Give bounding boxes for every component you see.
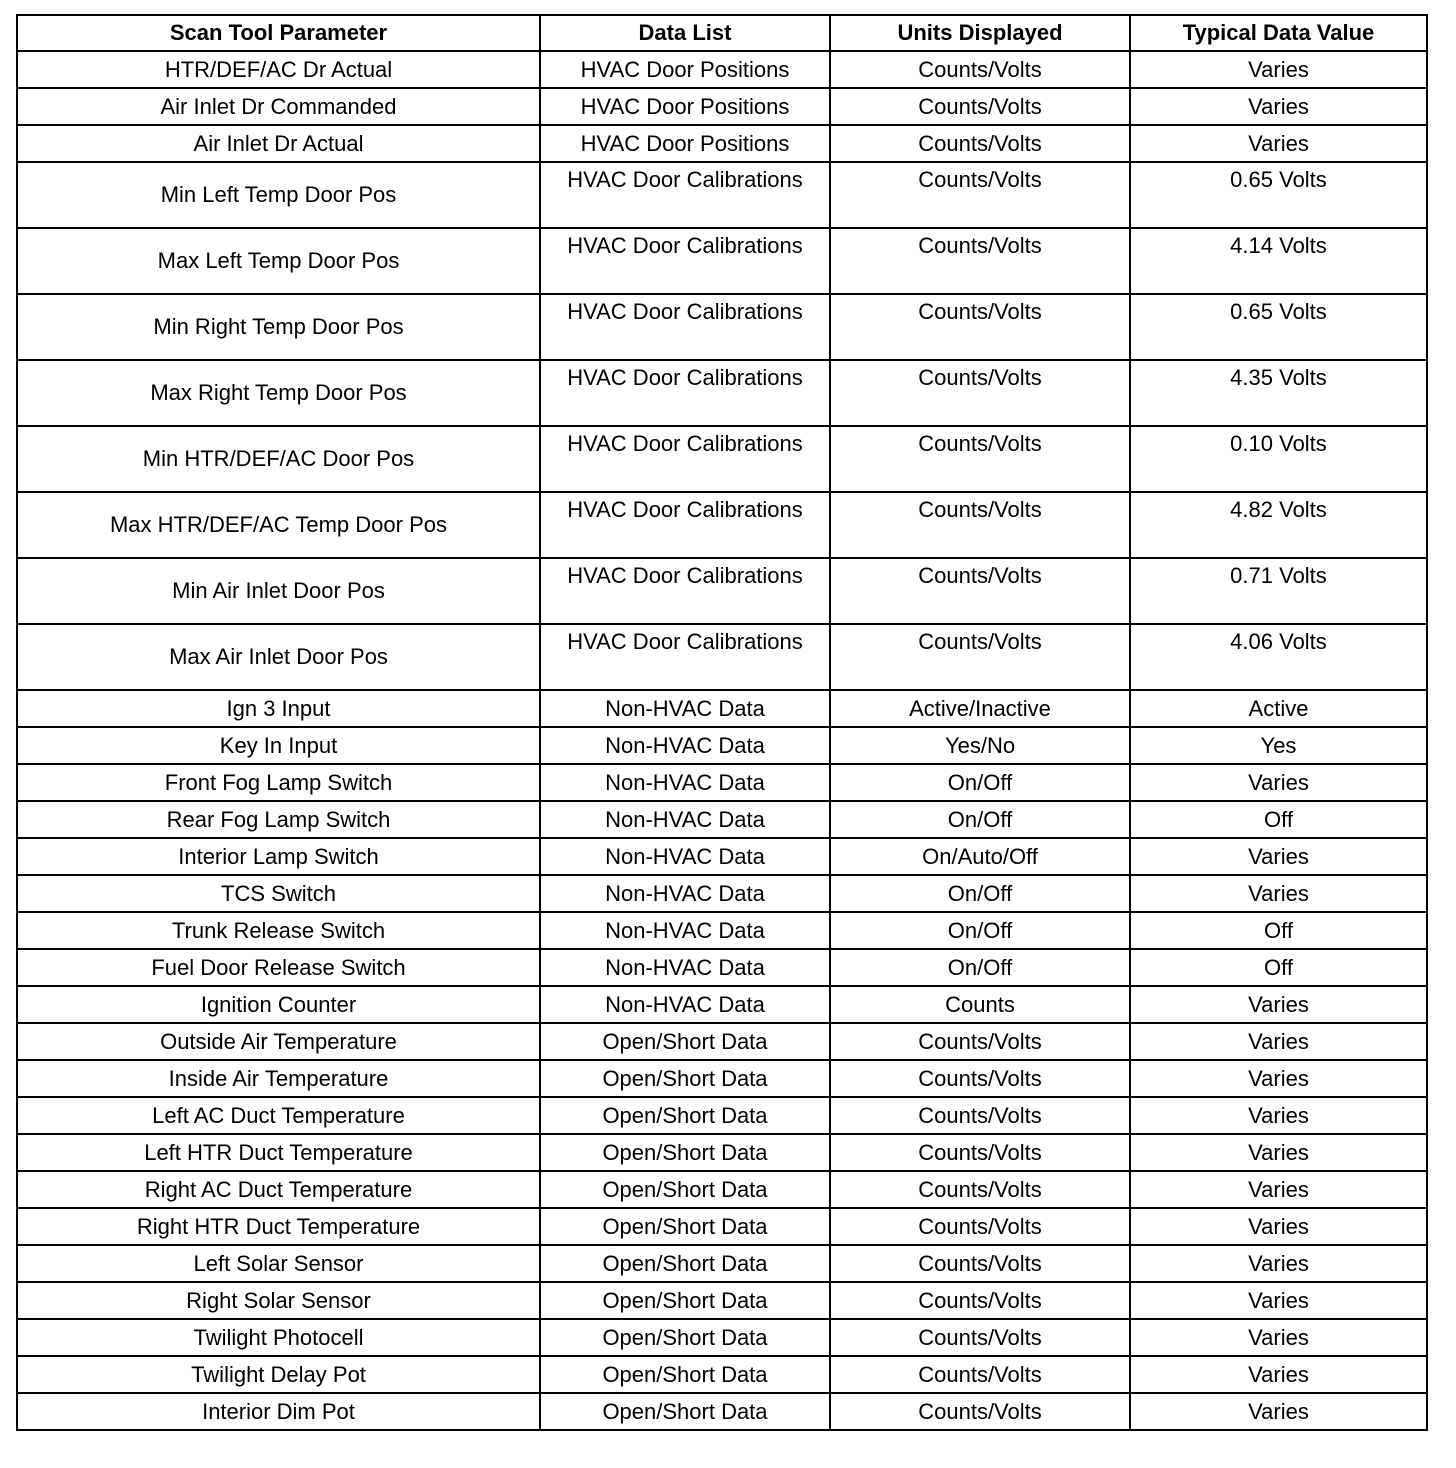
cell-units-displayed: Counts/Volts [830, 162, 1130, 228]
cell-data-list: HVAC Door Calibrations [540, 426, 830, 492]
cell-units-displayed: Counts/Volts [830, 558, 1130, 624]
table-row [17, 162, 1427, 228]
cell-data-list: HVAC Door Positions [540, 125, 830, 162]
cell-units-displayed: Counts/Volts [830, 1319, 1130, 1356]
table-row [17, 360, 1427, 426]
cell-units-displayed: Counts/Volts [830, 426, 1130, 492]
header-units-displayed: Units Displayed [830, 15, 1130, 51]
cell-typical-data-value: Off [1130, 912, 1427, 949]
cell-data-list: Non-HVAC Data [540, 875, 830, 912]
table-row [17, 949, 1427, 986]
table-row [17, 1245, 1427, 1282]
cell-parameter: Left HTR Duct Temperature [17, 1134, 540, 1171]
cell-data-list: HVAC Door Calibrations [540, 492, 830, 558]
table-row [17, 764, 1427, 801]
cell-typical-data-value: Varies [1130, 1023, 1427, 1060]
table-row [17, 912, 1427, 949]
cell-units-displayed: Counts/Volts [830, 294, 1130, 360]
table-row [17, 558, 1427, 624]
cell-data-list: Open/Short Data [540, 1393, 830, 1430]
cell-data-list: HVAC Door Calibrations [540, 360, 830, 426]
cell-units-displayed: On/Off [830, 949, 1130, 986]
cell-units-displayed: Counts/Volts [830, 1356, 1130, 1393]
cell-parameter: Inside Air Temperature [17, 1060, 540, 1097]
table-body [17, 51, 1427, 1430]
cell-parameter: Outside Air Temperature [17, 1023, 540, 1060]
cell-units-displayed: On/Auto/Off [830, 838, 1130, 875]
cell-parameter: Twilight Delay Pot [17, 1356, 540, 1393]
table-row [17, 624, 1427, 690]
table-row [17, 426, 1427, 492]
cell-parameter: Right HTR Duct Temperature [17, 1208, 540, 1245]
cell-data-list: HVAC Door Calibrations [540, 294, 830, 360]
table-row [17, 1393, 1427, 1430]
table-row [17, 690, 1427, 727]
cell-data-list: Non-HVAC Data [540, 690, 830, 727]
cell-data-list: Open/Short Data [540, 1097, 830, 1134]
cell-units-displayed: Counts/Volts [830, 1171, 1130, 1208]
table-row [17, 838, 1427, 875]
cell-units-displayed: Counts/Volts [830, 1134, 1130, 1171]
cell-units-displayed: Counts/Volts [830, 1097, 1130, 1134]
table-row [17, 1208, 1427, 1245]
header-scan-tool-parameter: Scan Tool Parameter [17, 15, 540, 51]
cell-typical-data-value: Varies [1130, 1060, 1427, 1097]
cell-units-displayed: Counts/Volts [830, 228, 1130, 294]
table-row [17, 1356, 1427, 1393]
cell-parameter: Max Left Temp Door Pos [17, 228, 540, 294]
cell-data-list: Non-HVAC Data [540, 764, 830, 801]
cell-typical-data-value: Active [1130, 690, 1427, 727]
cell-typical-data-value: Yes [1130, 727, 1427, 764]
table-row [17, 727, 1427, 764]
cell-units-displayed: Counts/Volts [830, 360, 1130, 426]
header-data-list: Data List [540, 15, 830, 51]
cell-typical-data-value: 4.82 Volts [1130, 492, 1427, 558]
cell-typical-data-value: Off [1130, 801, 1427, 838]
table-row [17, 51, 1427, 88]
cell-data-list: Open/Short Data [540, 1319, 830, 1356]
cell-typical-data-value: Varies [1130, 88, 1427, 125]
cell-parameter: Rear Fog Lamp Switch [17, 801, 540, 838]
table-row [17, 1282, 1427, 1319]
cell-typical-data-value: Varies [1130, 838, 1427, 875]
header-row [17, 15, 1427, 51]
table-row [17, 228, 1427, 294]
cell-units-displayed: Counts [830, 986, 1130, 1023]
cell-parameter: Right AC Duct Temperature [17, 1171, 540, 1208]
cell-parameter: Max HTR/DEF/AC Temp Door Pos [17, 492, 540, 558]
cell-parameter: Trunk Release Switch [17, 912, 540, 949]
cell-units-displayed: On/Off [830, 875, 1130, 912]
cell-typical-data-value: Varies [1130, 125, 1427, 162]
cell-parameter: Min Air Inlet Door Pos [17, 558, 540, 624]
cell-data-list: Open/Short Data [540, 1208, 830, 1245]
cell-units-displayed: Yes/No [830, 727, 1130, 764]
table-row [17, 1319, 1427, 1356]
cell-units-displayed: Active/Inactive [830, 690, 1130, 727]
cell-units-displayed: Counts/Volts [830, 624, 1130, 690]
cell-parameter: Left Solar Sensor [17, 1245, 540, 1282]
cell-units-displayed: Counts/Volts [830, 1282, 1130, 1319]
cell-typical-data-value: 0.65 Volts [1130, 294, 1427, 360]
cell-typical-data-value: 0.65 Volts [1130, 162, 1427, 228]
cell-parameter: Interior Dim Pot [17, 1393, 540, 1430]
cell-units-displayed: Counts/Volts [830, 88, 1130, 125]
cell-typical-data-value: Varies [1130, 1171, 1427, 1208]
cell-units-displayed: Counts/Volts [830, 51, 1130, 88]
table-row [17, 1023, 1427, 1060]
cell-units-displayed: Counts/Volts [830, 1208, 1130, 1245]
cell-parameter: HTR/DEF/AC Dr Actual [17, 51, 540, 88]
cell-parameter: Ign 3 Input [17, 690, 540, 727]
cell-data-list: Non-HVAC Data [540, 801, 830, 838]
cell-parameter: Front Fog Lamp Switch [17, 764, 540, 801]
table-row [17, 986, 1427, 1023]
cell-typical-data-value: Varies [1130, 1282, 1427, 1319]
cell-parameter: Min HTR/DEF/AC Door Pos [17, 426, 540, 492]
cell-typical-data-value: Varies [1130, 1208, 1427, 1245]
cell-typical-data-value: Varies [1130, 1393, 1427, 1430]
cell-typical-data-value: Varies [1130, 1245, 1427, 1282]
table-row [17, 875, 1427, 912]
table-row [17, 1060, 1427, 1097]
cell-data-list: HVAC Door Calibrations [540, 558, 830, 624]
cell-units-displayed: Counts/Volts [830, 1393, 1130, 1430]
cell-parameter: Min Left Temp Door Pos [17, 162, 540, 228]
scan-tool-parameter-table [16, 14, 1428, 1431]
cell-parameter: Interior Lamp Switch [17, 838, 540, 875]
table-row [17, 125, 1427, 162]
table-row [17, 294, 1427, 360]
table-row [17, 1097, 1427, 1134]
cell-data-list: Open/Short Data [540, 1282, 830, 1319]
cell-data-list: Open/Short Data [540, 1245, 830, 1282]
cell-data-list: HVAC Door Calibrations [540, 228, 830, 294]
cell-typical-data-value: 4.35 Volts [1130, 360, 1427, 426]
cell-units-displayed: Counts/Volts [830, 492, 1130, 558]
cell-units-displayed: Counts/Volts [830, 125, 1130, 162]
cell-parameter: Max Air Inlet Door Pos [17, 624, 540, 690]
cell-parameter: Air Inlet Dr Commanded [17, 88, 540, 125]
cell-data-list: Non-HVAC Data [540, 838, 830, 875]
table-row [17, 1134, 1427, 1171]
cell-parameter: Twilight Photocell [17, 1319, 540, 1356]
cell-parameter: TCS Switch [17, 875, 540, 912]
cell-data-list: Non-HVAC Data [540, 912, 830, 949]
cell-typical-data-value: Varies [1130, 51, 1427, 88]
cell-parameter: Min Right Temp Door Pos [17, 294, 540, 360]
table-row [17, 88, 1427, 125]
cell-data-list: Open/Short Data [540, 1134, 830, 1171]
cell-typical-data-value: Varies [1130, 986, 1427, 1023]
cell-typical-data-value: Varies [1130, 875, 1427, 912]
cell-typical-data-value: Varies [1130, 1356, 1427, 1393]
cell-typical-data-value: 0.71 Volts [1130, 558, 1427, 624]
table-row [17, 492, 1427, 558]
table-row [17, 1171, 1427, 1208]
cell-parameter: Left AC Duct Temperature [17, 1097, 540, 1134]
cell-data-list: HVAC Door Positions [540, 51, 830, 88]
cell-typical-data-value: Varies [1130, 764, 1427, 801]
cell-parameter: Fuel Door Release Switch [17, 949, 540, 986]
table-header [17, 15, 1427, 51]
cell-units-displayed: On/Off [830, 801, 1130, 838]
cell-data-list: HVAC Door Calibrations [540, 624, 830, 690]
cell-data-list: HVAC Door Positions [540, 88, 830, 125]
cell-parameter: Max Right Temp Door Pos [17, 360, 540, 426]
cell-parameter: Ignition Counter [17, 986, 540, 1023]
cell-typical-data-value: Off [1130, 949, 1427, 986]
cell-data-list: Open/Short Data [540, 1023, 830, 1060]
cell-parameter: Air Inlet Dr Actual [17, 125, 540, 162]
cell-typical-data-value: 0.10 Volts [1130, 426, 1427, 492]
cell-units-displayed: Counts/Volts [830, 1023, 1130, 1060]
table-row [17, 801, 1427, 838]
cell-typical-data-value: Varies [1130, 1097, 1427, 1134]
cell-units-displayed: On/Off [830, 764, 1130, 801]
cell-data-list: Open/Short Data [540, 1171, 830, 1208]
header-typical-data-value: Typical Data Value [1130, 15, 1427, 51]
cell-parameter: Right Solar Sensor [17, 1282, 540, 1319]
cell-units-displayed: Counts/Volts [830, 1060, 1130, 1097]
cell-typical-data-value: 4.06 Volts [1130, 624, 1427, 690]
cell-units-displayed: On/Off [830, 912, 1130, 949]
scan-tool-data-sheet [16, 14, 1426, 1431]
cell-typical-data-value: Varies [1130, 1319, 1427, 1356]
cell-data-list: Non-HVAC Data [540, 727, 830, 764]
cell-units-displayed: Counts/Volts [830, 1245, 1130, 1282]
cell-data-list: HVAC Door Calibrations [540, 162, 830, 228]
cell-data-list: Open/Short Data [540, 1356, 830, 1393]
cell-data-list: Non-HVAC Data [540, 986, 830, 1023]
cell-typical-data-value: 4.14 Volts [1130, 228, 1427, 294]
cell-typical-data-value: Varies [1130, 1134, 1427, 1171]
cell-data-list: Non-HVAC Data [540, 949, 830, 986]
cell-parameter: Key In Input [17, 727, 540, 764]
cell-data-list: Open/Short Data [540, 1060, 830, 1097]
